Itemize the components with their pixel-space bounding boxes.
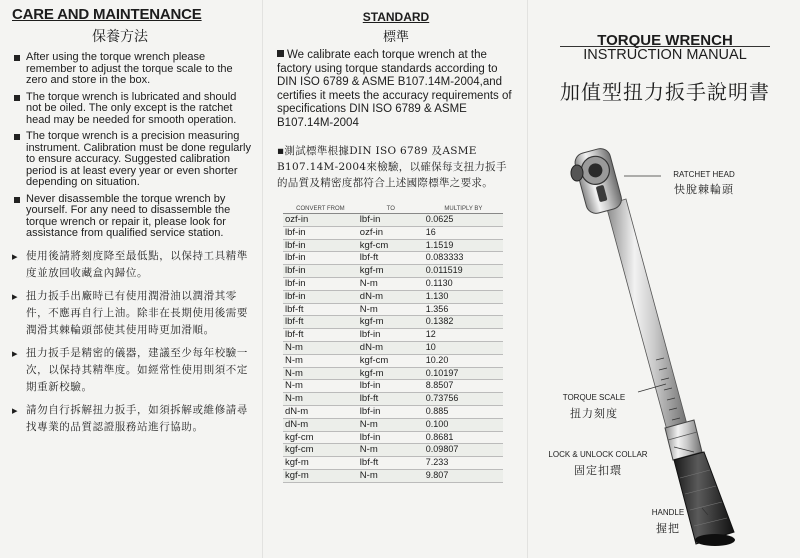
table-row bbox=[283, 239, 503, 252]
table-cell-multiply: 0.011519 bbox=[424, 265, 503, 278]
table-cell-from: N-m bbox=[283, 342, 358, 355]
care-item-en: The torque wrench is lubricated and should not be oiled. The only except is the ratchet head may be needed for smooth operation. bbox=[12, 92, 254, 127]
table-cell-multiply: 0.10197 bbox=[424, 367, 503, 380]
table-cell-multiply: 10.20 bbox=[424, 354, 503, 367]
table-cell-to: N-m bbox=[358, 303, 424, 316]
table-cell-multiply: 0.885 bbox=[424, 406, 503, 419]
table-cell-multiply: 12 bbox=[424, 329, 503, 342]
table-row bbox=[283, 316, 503, 329]
table-row bbox=[283, 367, 503, 380]
table-row bbox=[283, 265, 503, 278]
table-cell-to: dN-m bbox=[358, 290, 424, 303]
table-header-from: CONVERT FROM bbox=[283, 205, 358, 214]
table-cell-multiply: 1.130 bbox=[424, 290, 503, 303]
manual-column bbox=[527, 0, 800, 558]
table-row bbox=[283, 303, 503, 316]
table-cell-multiply: 7.233 bbox=[424, 457, 503, 470]
table-cell-from: kgf-cm bbox=[283, 431, 358, 444]
table-cell-from: N-m bbox=[283, 354, 358, 367]
table-cell-to: lbf-in bbox=[358, 431, 424, 444]
label-lock-collar-cn: 固定扣環 bbox=[574, 464, 622, 477]
table-cell-to: lbf-ft bbox=[358, 393, 424, 406]
table-cell-to: N-m bbox=[358, 470, 424, 483]
table-cell-from: lbf-in bbox=[283, 278, 358, 291]
table-cell-multiply: 0.100 bbox=[424, 418, 503, 431]
standard-title-cn: 標準 bbox=[382, 30, 409, 45]
table-cell-multiply: 0.8681 bbox=[424, 431, 503, 444]
table-row bbox=[283, 354, 503, 367]
table-row bbox=[283, 393, 503, 406]
table-row bbox=[283, 342, 503, 355]
table-cell-to: lbf-ft bbox=[358, 252, 424, 265]
label-ratchet-head: RATCHET HEAD bbox=[673, 170, 735, 179]
table-cell-multiply: 0.09807 bbox=[424, 444, 503, 457]
table-cell-from: N-m bbox=[283, 393, 358, 406]
table-cell-to: lbf-in bbox=[358, 214, 424, 227]
care-item-en: The torque wrench is a precision measuring instrument. Calibration must be done regularly to ensure accuracy. Suggested calibration period is at least every year or even shorter depending on situation. bbox=[12, 131, 254, 189]
table-row bbox=[283, 431, 503, 444]
care-item-cn: ▸ 扭力扳手出廠時已有使用潤滑油以潤滑其零件，不應再自行上油。除非在長期使用後需要潤滑其棘輪頭部使其使用時更加滑順。 bbox=[12, 288, 254, 339]
table-row bbox=[283, 290, 503, 303]
table-cell-from: N-m bbox=[283, 367, 358, 380]
table-cell-from: lbf-in bbox=[283, 239, 358, 252]
manual-title: TORQUE WRENCH bbox=[597, 32, 733, 49]
table-cell-multiply: 10 bbox=[424, 342, 503, 355]
label-torque-scale: TORQUE SCALE bbox=[562, 393, 626, 402]
care-title-cn: 保養方法 bbox=[92, 29, 148, 45]
table-row bbox=[283, 457, 503, 470]
care-item-cn: ▸ 扭力扳手是精密的儀器，建議至少每年校驗一次，以保持其精準度。如經常性使用則須不定期重新校驗。 bbox=[12, 345, 254, 396]
table-cell-to: kgf-m bbox=[358, 316, 424, 329]
standard-text-en-body: We calibrate each torque wrench at the factory using torque standards according to DIN ISO 6789 & ASME B107.14M-2004,and certifies it meets the accuracy requirements of specifications DIN ISO 6789 & ASME B107.14M-2004 bbox=[277, 49, 512, 129]
table-row bbox=[283, 380, 503, 393]
care-column bbox=[0, 0, 262, 558]
standard-column bbox=[262, 0, 527, 558]
care-item-en: Never disassemble the torque wrench by yourself. For any need to disassemble the torque wrench or repair it, please look for assistance from qualified service station. bbox=[12, 194, 254, 240]
table-row bbox=[283, 418, 503, 431]
care-item-cn: ▸ 請勿自行拆解扭力扳手，如須拆解或維修請尋找專業的品質認證服務站進行協助。 bbox=[12, 402, 254, 436]
care-list-cn bbox=[12, 248, 254, 436]
table-row bbox=[283, 252, 503, 265]
table-cell-multiply: 9.807 bbox=[424, 470, 503, 483]
standard-text-cn: ▪測試標準根據DIN ISO 6789 及ASME B107.14M-2004來檢驗，以確保每支扭力扳手的品質及精密度都符合上述國際標準之要求。 bbox=[277, 144, 507, 189]
manual-title-cn: 加值型扭力扳手說明書 bbox=[560, 80, 770, 104]
table-cell-to: kgf-m bbox=[358, 265, 424, 278]
handle-end-cap bbox=[695, 534, 735, 546]
table-cell-to: lbf-in bbox=[358, 380, 424, 393]
care-item-cn: ▸ 使用後請將刻度降至最低點，以保持工具精準度並放回收藏盒內歸位。 bbox=[12, 248, 254, 282]
label-handle: HANDLE bbox=[651, 508, 685, 517]
conversion-table bbox=[283, 205, 503, 483]
label-handle-cn: 握把 bbox=[656, 522, 680, 535]
table-cell-multiply: 0.1382 bbox=[424, 316, 503, 329]
table-cell-to: N-m bbox=[358, 418, 424, 431]
table-cell-from: kgf-m bbox=[283, 470, 358, 483]
standard-title: STANDARD bbox=[362, 10, 430, 24]
table-row bbox=[283, 278, 503, 291]
label-ratchet-head-cn: 快脫棘輪頭 bbox=[674, 183, 734, 196]
table-cell-multiply: 0.083333 bbox=[424, 252, 503, 265]
table-cell-from: lbf-in bbox=[283, 265, 358, 278]
table-cell-from: ozf-in bbox=[283, 214, 358, 227]
table-cell-from: kgf-m bbox=[283, 457, 358, 470]
table-cell-from: lbf-in bbox=[283, 252, 358, 265]
table-cell-multiply: 0.0625 bbox=[424, 214, 503, 227]
table-cell-from: dN-m bbox=[283, 406, 358, 419]
bullet-square-icon bbox=[277, 50, 284, 57]
table-row bbox=[283, 444, 503, 457]
table-cell-from: lbf-ft bbox=[283, 303, 358, 316]
conversion-table-body bbox=[283, 214, 503, 483]
table-cell-to: dN-m bbox=[358, 342, 424, 355]
table-cell-to: kgf-cm bbox=[358, 239, 424, 252]
care-title: CARE AND MAINTENANCE bbox=[12, 6, 202, 23]
table-header-to: TO bbox=[358, 205, 424, 214]
table-cell-from: lbf-ft bbox=[283, 329, 358, 342]
table-row bbox=[283, 329, 503, 342]
table-cell-to: N-m bbox=[358, 278, 424, 291]
table-cell-multiply: 0.73756 bbox=[424, 393, 503, 406]
table-cell-to: N-m bbox=[358, 444, 424, 457]
label-torque-scale-cn: 扭力刻度 bbox=[570, 407, 618, 420]
table-row bbox=[283, 470, 503, 483]
quick-release-knob bbox=[571, 165, 583, 181]
manual-subtitle: INSTRUCTION MANUAL bbox=[583, 47, 747, 63]
table-row bbox=[283, 406, 503, 419]
table-cell-multiply: 8.8507 bbox=[424, 380, 503, 393]
care-item-en: After using the torque wrench please remember to adjust the torque scale to the zero and store in the box. bbox=[12, 52, 254, 87]
table-cell-multiply: 0.1130 bbox=[424, 278, 503, 291]
table-row bbox=[283, 226, 503, 239]
table-cell-to: lbf-in bbox=[358, 329, 424, 342]
table-cell-to: kgf-cm bbox=[358, 354, 424, 367]
table-header-multiply: MULTIPLY BY bbox=[424, 205, 503, 214]
table-cell-from: lbf-ft bbox=[283, 316, 358, 329]
table-cell-to: lbf-ft bbox=[358, 457, 424, 470]
care-list-en bbox=[12, 52, 254, 240]
table-cell-multiply: 1.356 bbox=[424, 303, 503, 316]
table-cell-from: lbf-in bbox=[283, 226, 358, 239]
table-cell-from: lbf-in bbox=[283, 290, 358, 303]
label-lock-collar: LOCK & UNLOCK COLLAR bbox=[548, 450, 648, 459]
ratchet-head bbox=[573, 146, 624, 215]
table-cell-to: lbf-in bbox=[358, 406, 424, 419]
table-cell-from: N-m bbox=[283, 380, 358, 393]
table-cell-multiply: 1.1519 bbox=[424, 239, 503, 252]
table-cell-from: kgf-cm bbox=[283, 444, 358, 457]
table-cell-to: kgf-m bbox=[358, 367, 424, 380]
table-row bbox=[283, 214, 503, 227]
table-cell-to: ozf-in bbox=[358, 226, 424, 239]
standard-text-en bbox=[277, 49, 515, 131]
table-cell-from: dN-m bbox=[283, 418, 358, 431]
table-cell-multiply: 16 bbox=[424, 226, 503, 239]
